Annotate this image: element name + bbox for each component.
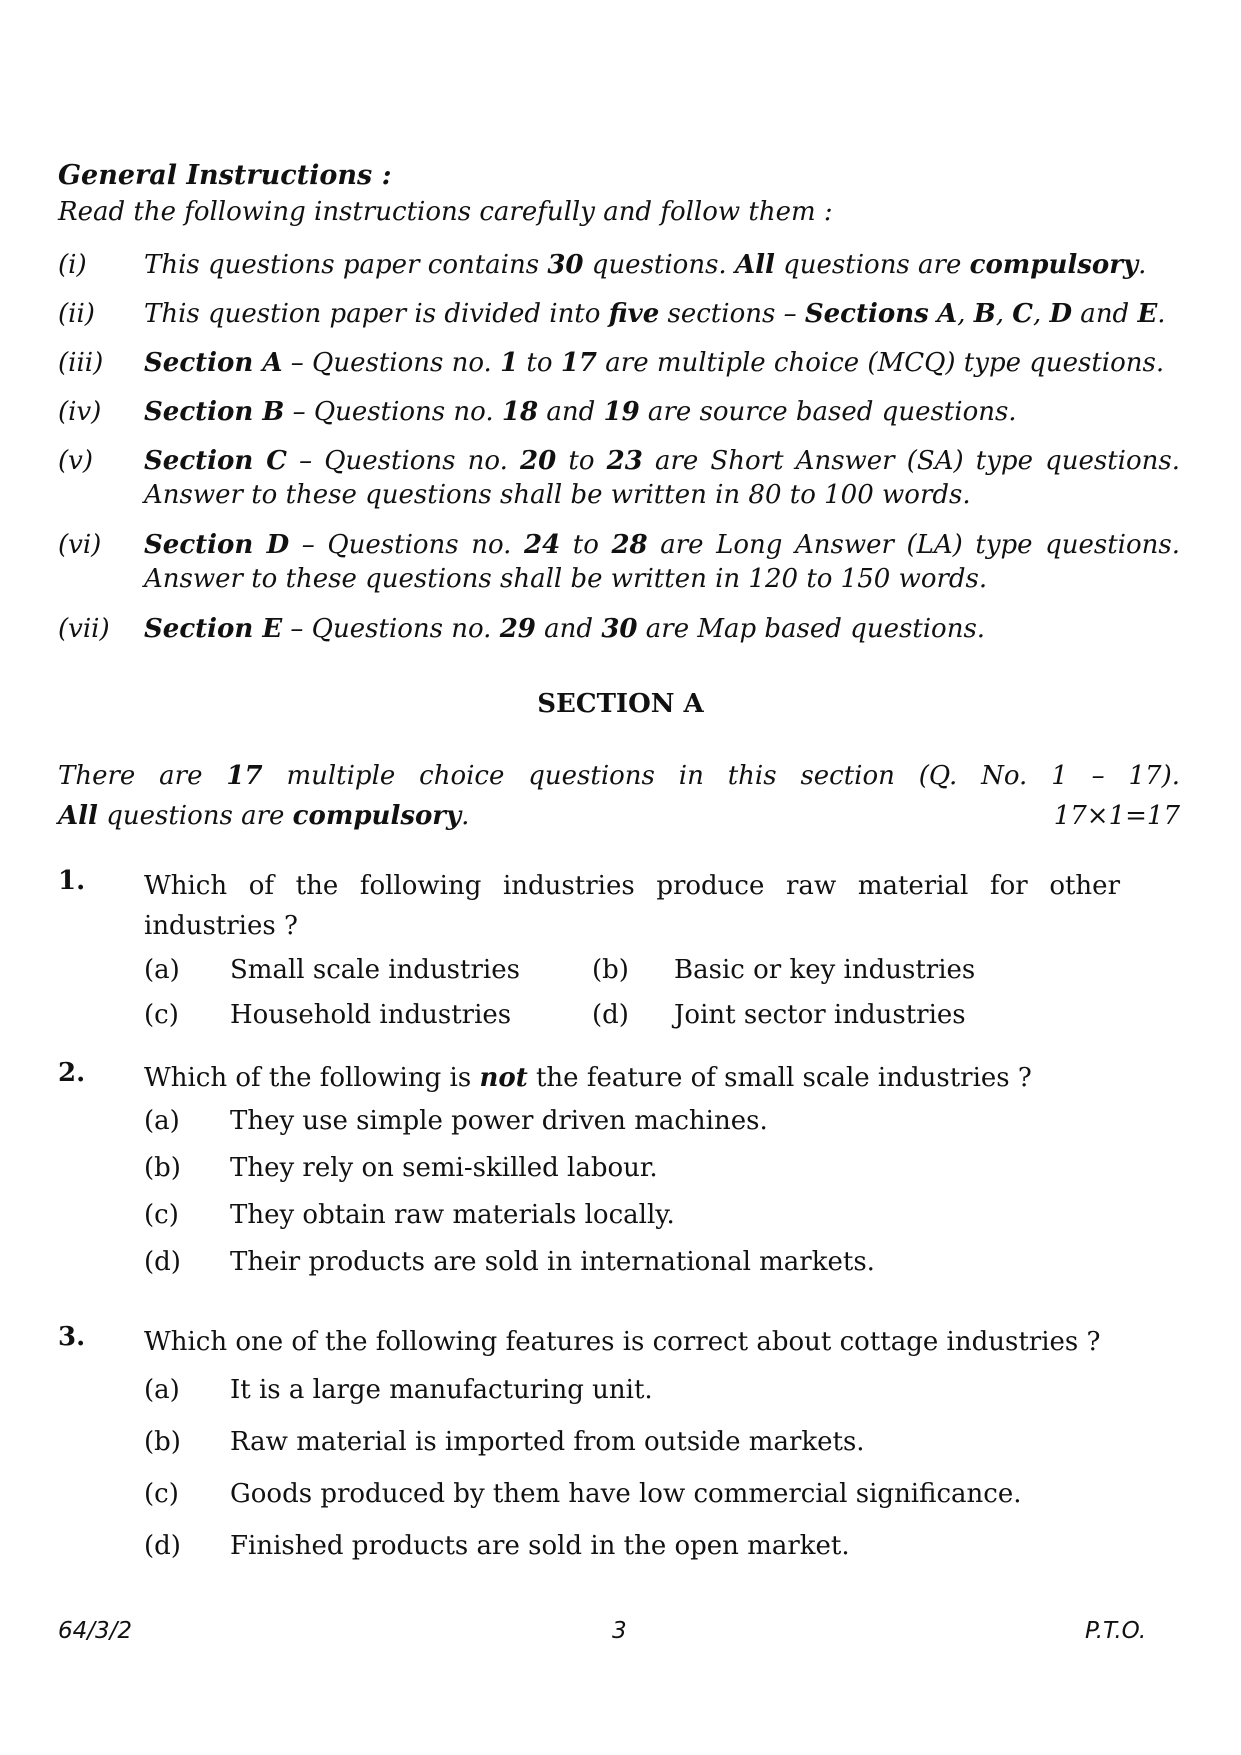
text-run: , <box>957 299 974 329</box>
text-run: There are <box>58 761 227 791</box>
text-run: Which one of the following features is correct about cottage industries ? <box>144 1327 1101 1357</box>
emphasis-text: All <box>734 250 775 280</box>
text-run: are Map based questions. <box>637 614 986 644</box>
emphasis-text: Section C <box>144 446 287 476</box>
text-run: . <box>461 801 470 831</box>
instruction-text <box>144 248 1180 282</box>
emphasis-text: 18 <box>501 397 539 427</box>
emphasis-text: 23 <box>606 446 643 476</box>
option-text: Small scale industries <box>230 955 520 985</box>
emphasis-text: All <box>58 801 98 831</box>
text-run: multiple choice questions in this section (Q. No. 1 – 17). <box>262 761 1180 791</box>
text-run: to <box>518 348 561 378</box>
emphasis-text: Section E <box>144 614 283 644</box>
text-run: – Questions no. <box>286 446 521 476</box>
text-run: . <box>1138 250 1147 280</box>
instruction-number: (vi) <box>58 530 102 560</box>
instruction-text <box>144 395 1180 429</box>
option-text: Raw material is imported from outside markets. <box>230 1427 865 1457</box>
option-text: Their products are sold in international markets. <box>230 1247 875 1277</box>
emphasis-text: 19 <box>603 397 640 427</box>
text-run: and <box>538 397 604 427</box>
option-text: They rely on semi-skilled labour. <box>230 1153 658 1183</box>
question-text <box>144 1058 1180 1098</box>
text-run: are source based questions. <box>639 397 1017 427</box>
option-text: Joint sector industries <box>674 1000 966 1030</box>
section-intro <box>58 756 1180 836</box>
question <box>58 1058 1180 1098</box>
instruction-item <box>58 297 1180 331</box>
general-instructions-title: General Instructions : <box>58 160 392 191</box>
option-text: Goods produced by them have low commercial significance. <box>230 1479 1022 1509</box>
instruction-number: (iv) <box>58 397 102 427</box>
question <box>58 1322 1180 1362</box>
text-run: , <box>1032 299 1050 329</box>
emphasis-text: five <box>608 299 660 329</box>
page-number: 3 <box>612 1618 627 1644</box>
instruction-number: (ii) <box>58 299 95 329</box>
instruction-item <box>58 528 1180 596</box>
text-run: and <box>535 614 602 644</box>
section-intro-text <box>58 801 469 831</box>
emphasis-text: Sections <box>804 299 929 329</box>
text-run: . <box>1157 299 1166 329</box>
emphasis-text: A <box>937 299 958 329</box>
emphasis-text: 30 <box>547 250 584 280</box>
instruction-number: (v) <box>58 446 93 476</box>
instruction-text <box>144 444 1180 512</box>
text-run: questions are <box>97 801 293 831</box>
paper-code: 64/3/2 <box>58 1618 133 1644</box>
instruction-item <box>58 248 1180 282</box>
text-run: – Questions no. <box>282 614 500 644</box>
option-label: (c) <box>144 1479 179 1509</box>
text-run: questions. <box>583 250 735 280</box>
option-label: (a) <box>144 1106 180 1136</box>
text-run <box>929 299 937 329</box>
question-text <box>144 866 1120 946</box>
text-run: This question paper is divided into <box>144 299 609 329</box>
emphasis-text: 17 <box>560 348 597 378</box>
question-text <box>144 1322 1180 1362</box>
emphasis-text: Section A <box>144 348 283 378</box>
text-run: , <box>995 299 1013 329</box>
option-label: (d) <box>144 1531 181 1561</box>
instruction-item <box>58 395 1180 429</box>
instruction-item <box>58 346 1180 380</box>
option-label: (d) <box>144 1247 181 1277</box>
option-label: (c) <box>144 1200 179 1230</box>
general-instructions-lead: Read the following instructions carefully and follow them : <box>58 197 833 227</box>
emphasis-text: 1 <box>500 348 519 378</box>
text-run: – Questions no. <box>284 397 502 427</box>
option-label: (d) <box>592 1000 629 1030</box>
question-number: 3. <box>58 1322 86 1352</box>
text-run: are Short Answer (SA) type questions. Answer to these questions shall be written in 80 to 100 words. <box>144 446 1180 510</box>
section-intro-line <box>58 756 1180 796</box>
option-label: (b) <box>592 955 629 985</box>
text-run: to <box>556 446 607 476</box>
text-run: Which of the following is <box>144 1063 480 1093</box>
instruction-number: (vii) <box>58 614 110 644</box>
option-text: Household industries <box>230 1000 512 1030</box>
instruction-number: (i) <box>58 250 87 280</box>
emphasis-text: compulsory <box>292 801 462 831</box>
instruction-number: (iii) <box>58 348 104 378</box>
instruction-text <box>144 612 1180 646</box>
option-text: They use simple power driven machines. <box>230 1106 768 1136</box>
emphasis-text: C <box>1012 299 1033 329</box>
text-run: the feature of small scale industries ? <box>527 1063 1032 1093</box>
emphasis-text: not <box>479 1063 528 1093</box>
emphasis-text: B <box>973 299 996 329</box>
text-run: – Questions no. <box>282 348 501 378</box>
emphasis-text: compulsory <box>969 250 1139 280</box>
text-run: sections – <box>659 299 805 329</box>
section-marks: 17×1=17 <box>1053 801 1180 831</box>
question-number: 2. <box>58 1058 86 1088</box>
section-heading: SECTION A <box>537 689 704 719</box>
question-number: 1. <box>58 866 86 896</box>
emphasis-text: 20 <box>520 446 557 476</box>
instruction-text <box>144 528 1180 596</box>
question <box>58 866 1180 946</box>
text-run: and <box>1072 299 1138 329</box>
instruction-text <box>144 346 1180 380</box>
option-text: It is a large manufacturing unit. <box>230 1375 653 1405</box>
please-turn-over: P.T.O. <box>1085 1618 1147 1644</box>
option-text: Finished products are sold in the open market. <box>230 1531 850 1561</box>
emphasis-text: 30 <box>601 614 638 644</box>
emphasis-text: Section D <box>144 530 290 560</box>
emphasis-text: 28 <box>611 530 648 560</box>
text-run: This questions paper contains <box>144 250 548 280</box>
emphasis-text: Section B <box>144 397 285 427</box>
instruction-text <box>144 297 1180 331</box>
emphasis-text: 17 <box>226 761 263 791</box>
text-run: are multiple choice (MCQ) type questions. <box>597 348 1165 378</box>
text-run: questions are <box>774 250 970 280</box>
option-label: (b) <box>144 1427 181 1457</box>
option-label: (b) <box>144 1153 181 1183</box>
section-intro-line <box>58 796 1180 836</box>
emphasis-text: E <box>1137 299 1158 329</box>
instruction-item <box>58 612 1180 646</box>
instruction-item <box>58 444 1180 512</box>
option-text: They obtain raw materials locally. <box>230 1200 675 1230</box>
option-label: (a) <box>144 1375 180 1405</box>
option-text: Basic or key industries <box>674 955 976 985</box>
emphasis-text: D <box>1049 299 1073 329</box>
emphasis-text: 24 <box>524 530 561 560</box>
option-label: (c) <box>144 1000 179 1030</box>
text-run: Which of the following industries produce raw material for other industries ? <box>144 871 1120 941</box>
option-label: (a) <box>144 955 180 985</box>
text-run: are Long Answer (LA) type questions. Answer to these questions shall be written in 120 to 150 words. <box>144 530 1181 594</box>
text-run: to <box>560 530 612 560</box>
emphasis-text: 29 <box>499 614 536 644</box>
text-run: – Questions no. <box>289 530 524 560</box>
